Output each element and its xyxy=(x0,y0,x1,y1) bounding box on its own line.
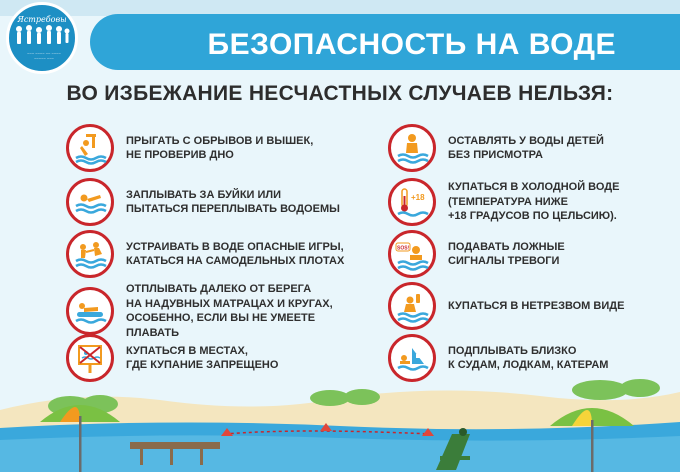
logo-text: Ястребовы xyxy=(17,15,67,24)
diving-icon xyxy=(66,124,114,172)
rule-text: ПРЫГАТЬ С ОБРЫВОВ И ВЫШЕК, НЕ ПРОВЕРИВ ДНО xyxy=(126,134,314,161)
rule-text: ОСТАВЛЯТЬ У ВОДЫ ДЕТЕЙ БЕЗ ПРИСМОТРА xyxy=(448,134,604,161)
logo xyxy=(6,2,78,74)
rule-text: КУПАТЬСЯ В МЕСТАХ, ГДЕ КУПАНИЕ ЗАПРЕЩЕНО xyxy=(126,344,279,371)
child-icon xyxy=(388,124,436,172)
rule-item xyxy=(66,124,361,172)
rule-text: ПОДАВАТЬ ЛОЖНЫЕ СИГНАЛЫ ТРЕВОГИ xyxy=(448,240,565,267)
swimmer-icon xyxy=(66,178,114,226)
rule-item xyxy=(388,124,680,172)
page-title: БЕЗОПАСНОСТЬ НА ВОДЕ xyxy=(207,28,616,61)
subtitle: ВО ИЗБЕЖАНИЕ НЕСЧАСТНЫХ СЛУЧАЕВ НЕЛЬЗЯ: xyxy=(66,82,614,105)
rule-item xyxy=(388,282,680,330)
rule-text: ОТПЛЫВАТЬ ДАЛЕКО ОТ БЕРЕГА НА НАДУВНЫХ МАТРАЦАХ И КРУГАХ, ОСОБЕННО, ЕСЛИ ВЫ НЕ УМЕЕТЕ ПЛАВАТЬ xyxy=(126,283,333,339)
drunk-swimmer-icon xyxy=(388,282,436,330)
people-icon xyxy=(9,23,75,53)
games-icon xyxy=(66,230,114,278)
rule-item xyxy=(66,282,361,340)
thermometer-icon xyxy=(388,178,436,226)
header-band xyxy=(0,0,680,76)
rule-item xyxy=(388,178,680,226)
rule-text: ЗАПЛЫВАТЬ ЗА БУЙКИ ИЛИ ПЫТАТЬСЯ ПЕРЕПЛЫВАТЬ ВОДОЕМЫ xyxy=(126,188,340,215)
rule-item xyxy=(66,178,361,226)
thermometer-label: +18 xyxy=(411,193,425,202)
sos-icon xyxy=(388,230,436,278)
rule-text: ПОДПЛЫВАТЬ БЛИЗКО К СУДАМ, ЛОДКАМ, КАТЕРАМ xyxy=(448,344,609,371)
rule-item xyxy=(388,230,680,278)
rule-text: КУПАТЬСЯ В ХОЛОДНОЙ ВОДЕ (ТЕМПЕРАТУРА НИЖЕ +18 ГРАДУСОВ ПО ЦЕЛЬСИЮ). xyxy=(448,181,620,223)
float-icon xyxy=(66,287,114,335)
sos-label: SOS! xyxy=(397,245,410,252)
rule-text: УСТРАИВАТЬ В ВОДЕ ОПАСНЫЕ ИГРЫ, КАТАТЬСЯ НА САМОДЕЛЬНЫХ ПЛОТАХ xyxy=(126,240,345,267)
beach-scene xyxy=(0,370,680,472)
rule-text: КУПАТЬСЯ В НЕТРЕЗВОМ ВИДЕ xyxy=(448,299,625,312)
rule-item xyxy=(66,230,361,278)
logo-subtext: ~~~ ~~~~ ~~ ~~~~ ~~~~~ ~~~ xyxy=(27,51,61,61)
